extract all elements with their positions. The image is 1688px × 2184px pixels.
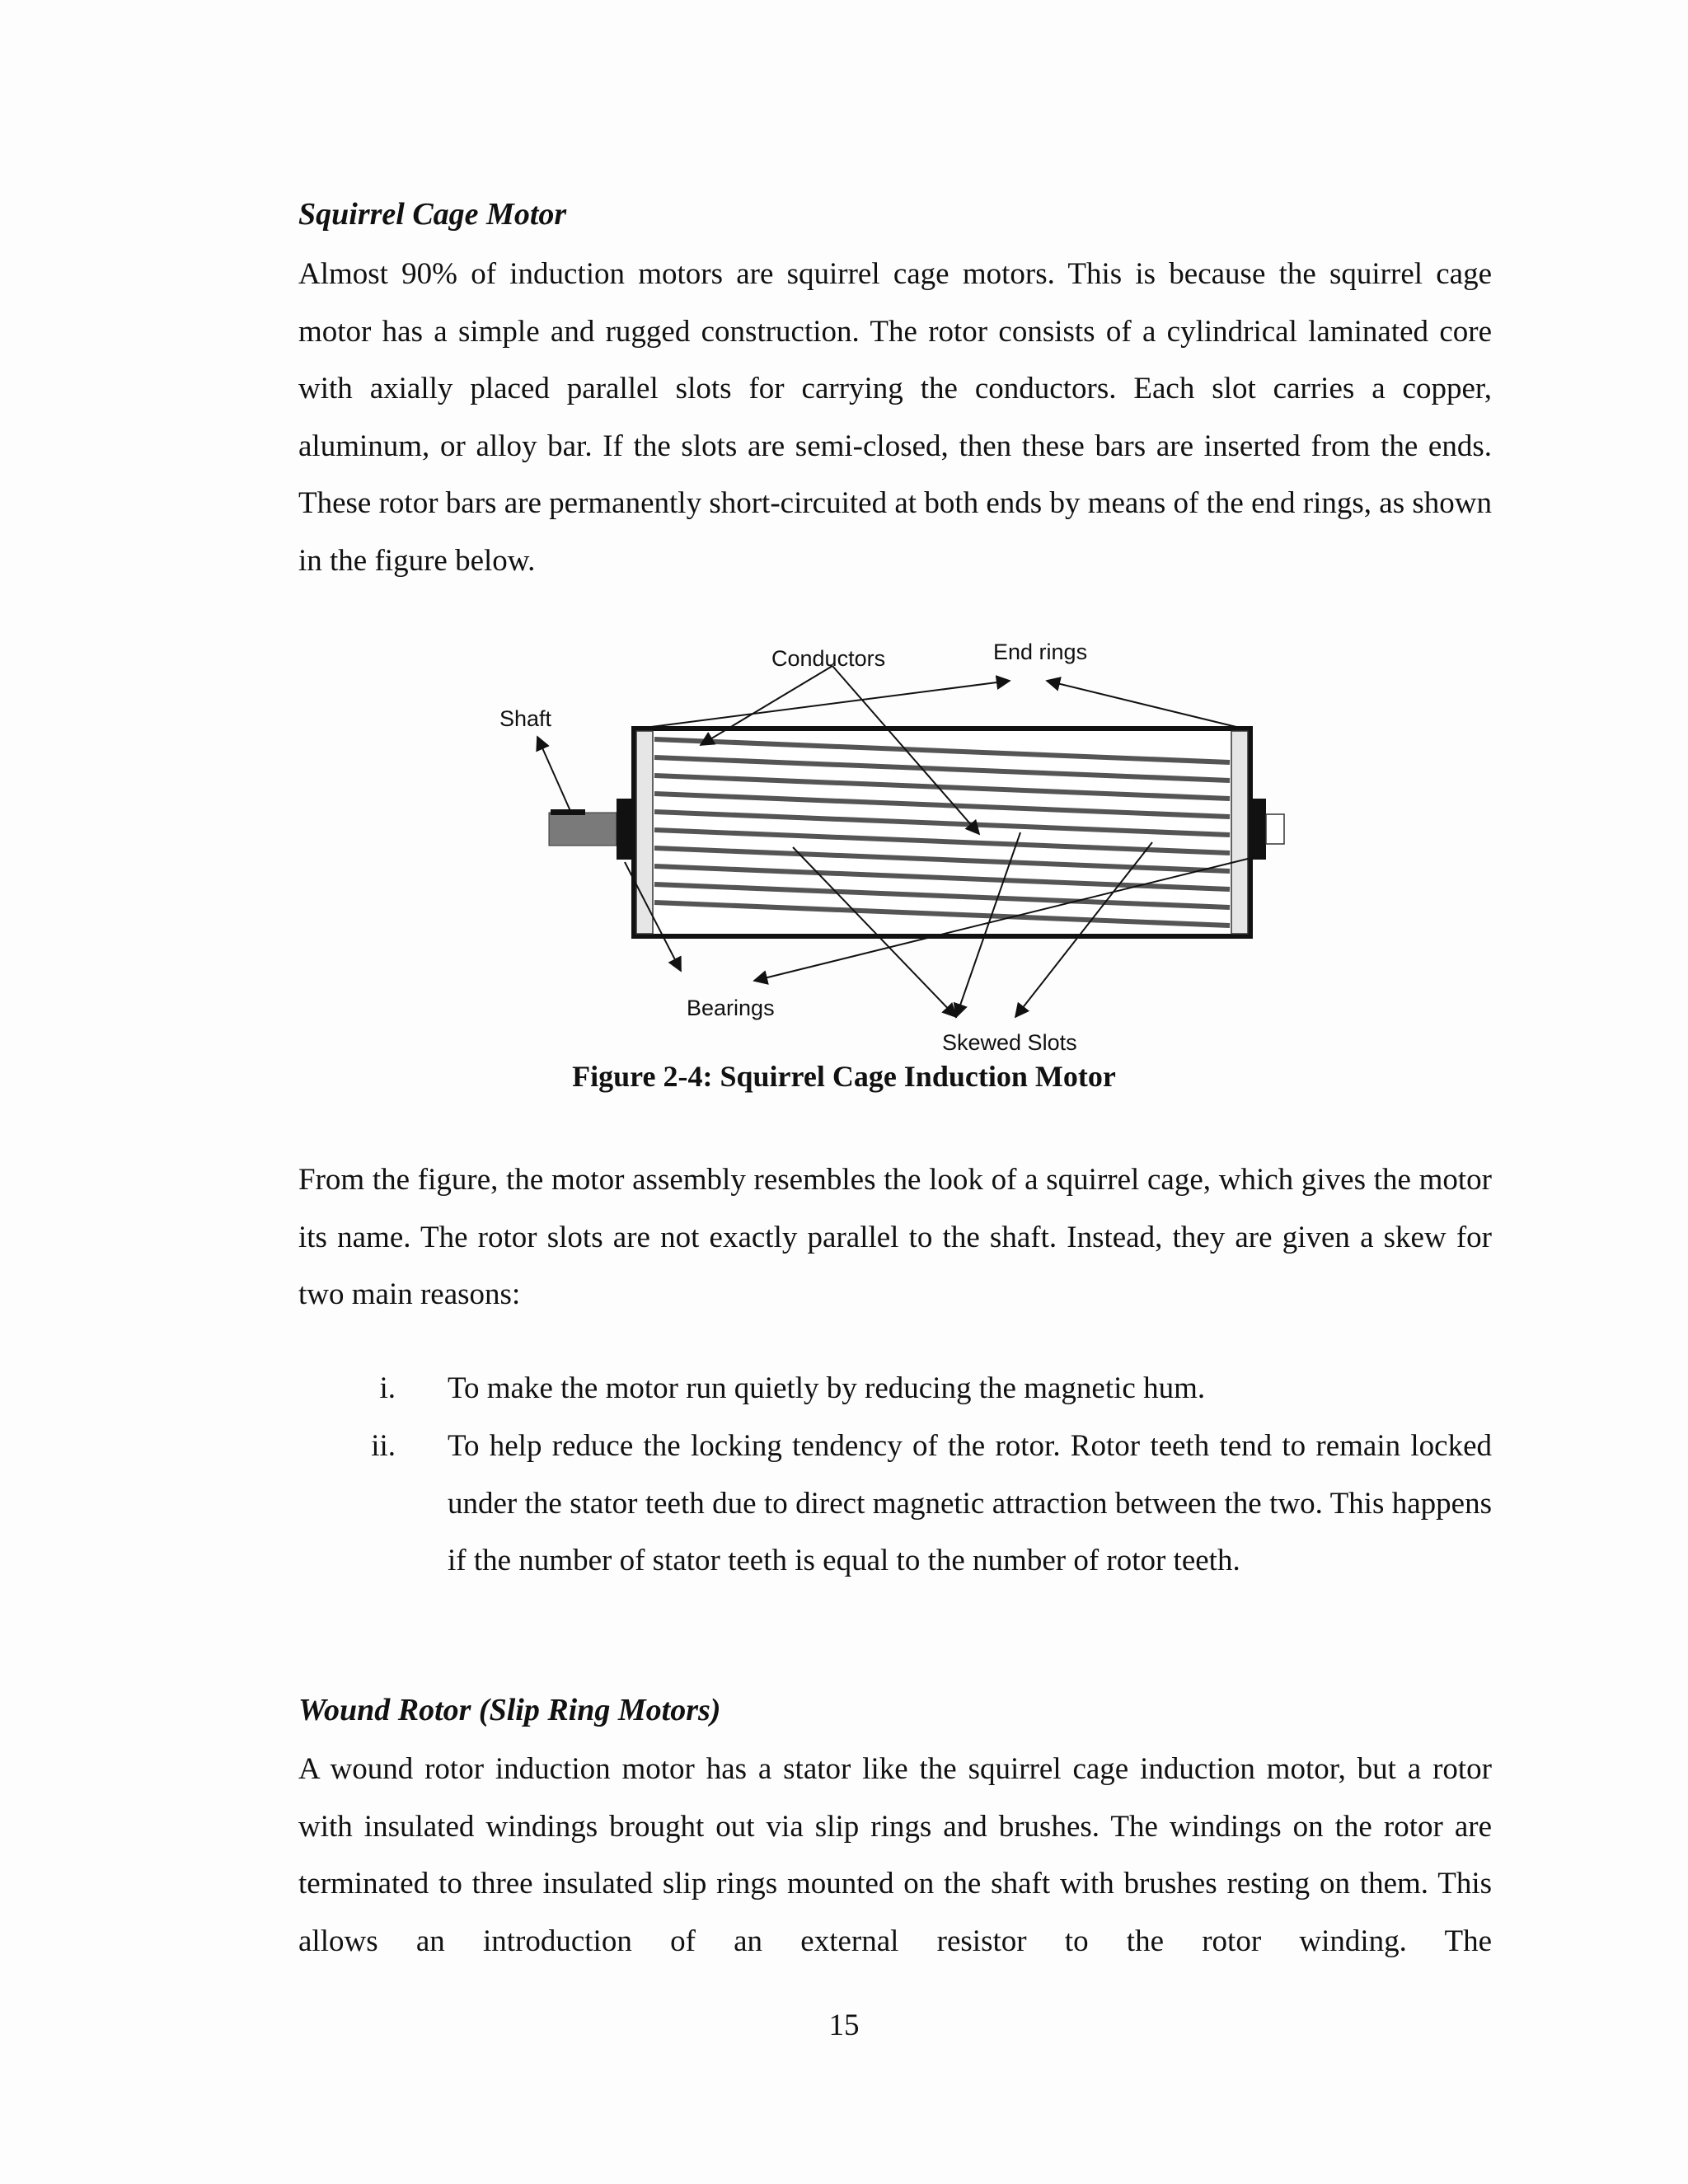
label-end-rings: End rings	[993, 640, 1088, 664]
label-conductors: Conductors	[771, 646, 886, 671]
paragraph-squirrel-cage-intro: Almost 90% of induction motors are squirrel cage motors. This is because the squirrel cage motor has a simple and rugged construction. The rotor consists of a cylindrical laminated core with axially placed parallel slots for carrying the conductors. Each slot carries a copper, aluminum, or alloy bar. If the slots are semi-closed, then these bars are inserted from the ends. These rotor bars are permanently short-circuited at both ends by means of the end rings, as shown in the figure below.	[298, 257, 1492, 578]
paragraph-squirrel-cage-skew: From the figure, the motor assembly resembles the look of a squirrel cage, which gives the motor its name. The rotor slots are not exactly parallel to the shaft. Instead, they are given a skew for two main reasons:	[298, 1163, 1492, 1311]
shaft-right	[1266, 814, 1284, 844]
list-item-number: ii.	[371, 1429, 396, 1463]
list-item-text: To help reduce the locking tendency of the rotor. Rotor teeth tend to remain locked under the stator teeth due to direct magnetic attraction between the two. This happens if the number of stator teeth is equal to the number of rotor teeth.	[448, 1429, 1492, 1577]
label-skewed-slots: Skewed Slots	[942, 1030, 1077, 1055]
list-item-number: i.	[379, 1371, 396, 1405]
figure-squirrel-cage-motor	[478, 626, 1319, 1071]
list-item-text: To make the motor run quietly by reducing the magnetic hum.	[448, 1371, 1206, 1405]
shaft-key	[551, 809, 585, 815]
label-bearings: Bearings	[687, 996, 775, 1020]
page-number: 15	[828, 2008, 860, 2042]
figure-caption: Figure 2-4: Squirrel Cage Induction Motor	[572, 1060, 1116, 1093]
paragraph-wound-rotor: A wound rotor induction motor has a stator like the squirrel cage induction motor, but a rotor with insulated windings brought out via slip rings and brushes. The windings on the rotor are terminated to three insulated slip rings mounted on the shaft with brushes resting on them. This allows an introduction of an external resistor to the rotor winding. The	[298, 1752, 1492, 1958]
label-shaft: Shaft	[499, 706, 552, 731]
section-heading-squirrel-cage: Squirrel Cage Motor	[298, 197, 567, 232]
shaft-left	[549, 813, 617, 846]
end-ring-left	[636, 731, 653, 934]
bearing-right	[1251, 799, 1266, 860]
end-ring-right	[1231, 731, 1248, 934]
bearing-left	[617, 799, 633, 860]
section-heading-wound-rotor: Wound Rotor (Slip Ring Motors)	[298, 1693, 721, 1727]
